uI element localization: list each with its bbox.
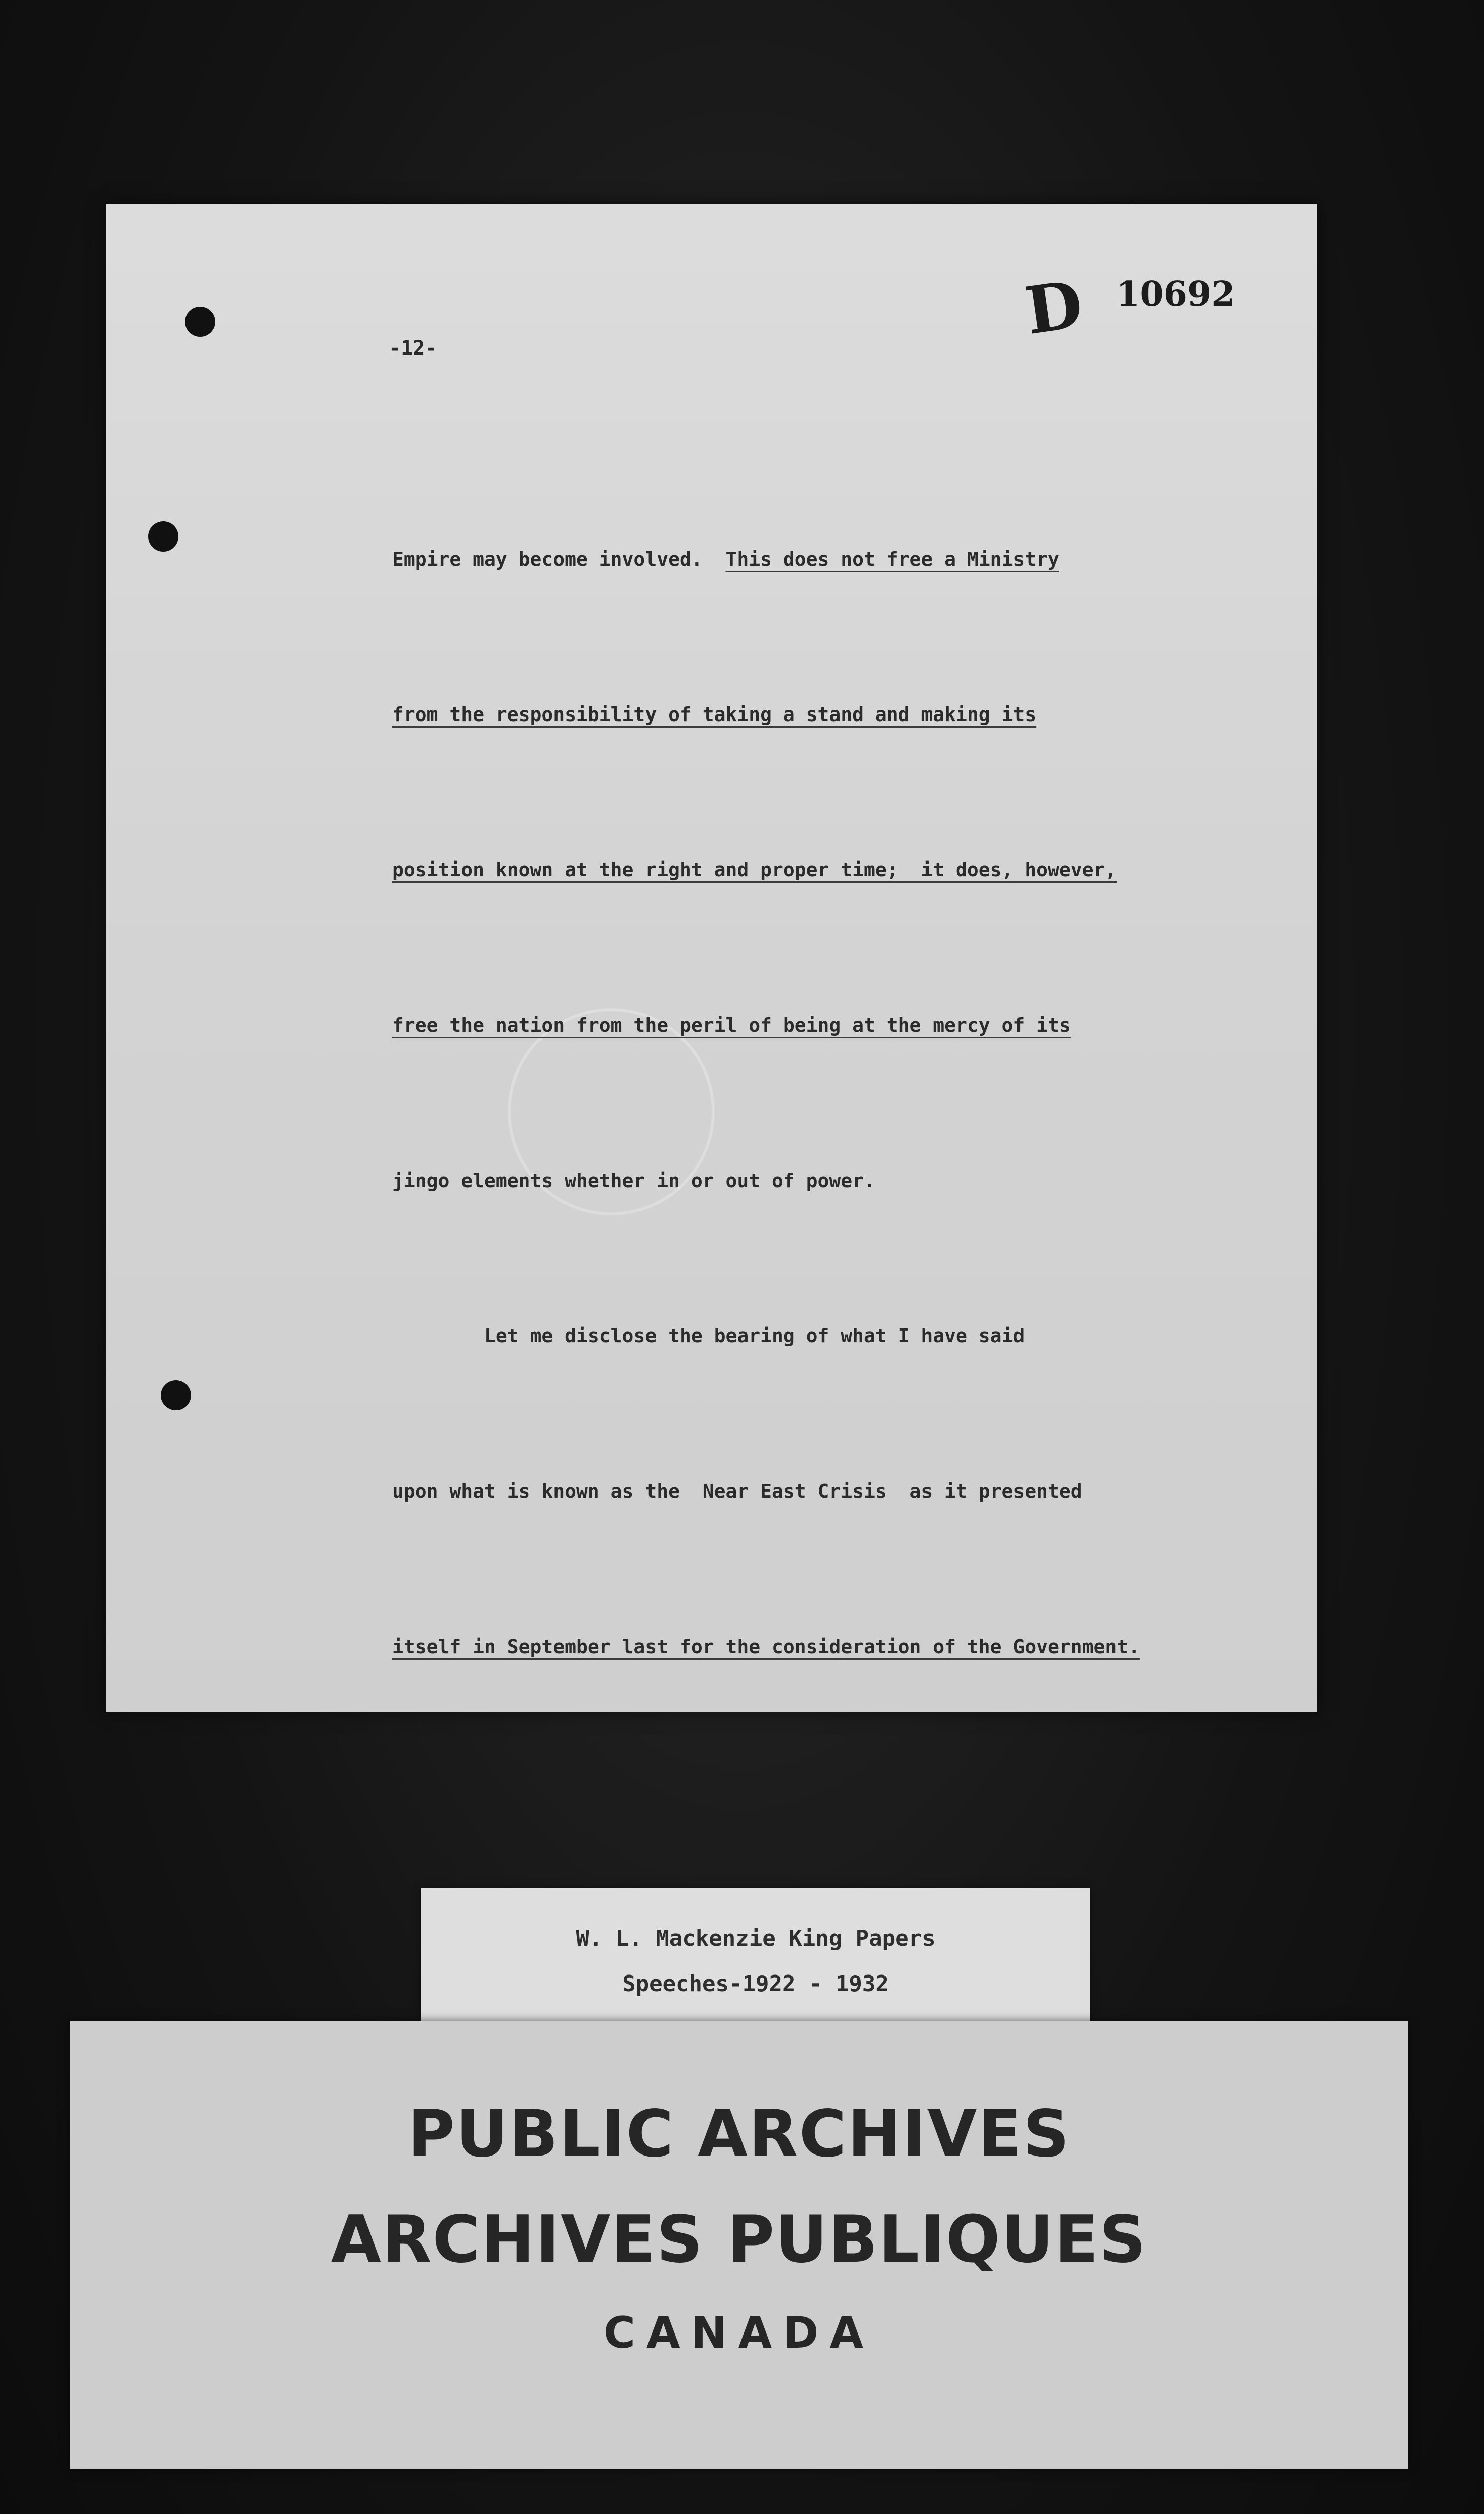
text-line-1-a: Empire may become involved.: [392, 548, 726, 570]
archive-card: [70, 2021, 1408, 2469]
typed-text-block: [392, 430, 1257, 1776]
text-line-1: [392, 533, 1257, 585]
text-line-4: free the nation from the peril of being at the mercy of its: [392, 1014, 1071, 1036]
archive-title-en: PUBLIC ARCHIVES: [408, 2097, 1070, 2172]
text-line-8: itself in September last for the consideration of the Government.: [392, 1636, 1140, 1658]
collection-series: Speeches-1922 - 1932: [622, 1971, 889, 1997]
document-page: [106, 204, 1317, 1712]
collection-label: [421, 1888, 1090, 2034]
page-number: -12-: [389, 337, 437, 360]
punch-hole-middle: [148, 521, 178, 552]
punch-hole-bottom: [161, 1380, 191, 1410]
collection-name: W. L. Mackenzie King Papers: [576, 1926, 936, 1951]
text-line-3: position known at the right and proper time; it does, however,: [392, 859, 1117, 881]
stamp-number: 10692: [1116, 274, 1235, 314]
text-line-2: from the responsibility of taking a stand and making its: [392, 703, 1037, 726]
text-line-7: upon what is known as the Near East Crisis as it presented: [392, 1480, 1082, 1502]
text-line-6: Let me disclose the bearing of what I have said: [392, 1325, 1025, 1347]
archive-title-fr: ARCHIVES PUBLIQUES: [331, 2202, 1147, 2277]
archive-country: CANADA: [603, 2308, 875, 2358]
text-line-1-underlined: This does not free a Ministry: [725, 548, 1059, 570]
stamp-letter: D: [1020, 265, 1087, 350]
punch-hole-top: [185, 307, 215, 337]
text-line-5: jingo elements whether in or out of power.: [392, 1170, 875, 1192]
